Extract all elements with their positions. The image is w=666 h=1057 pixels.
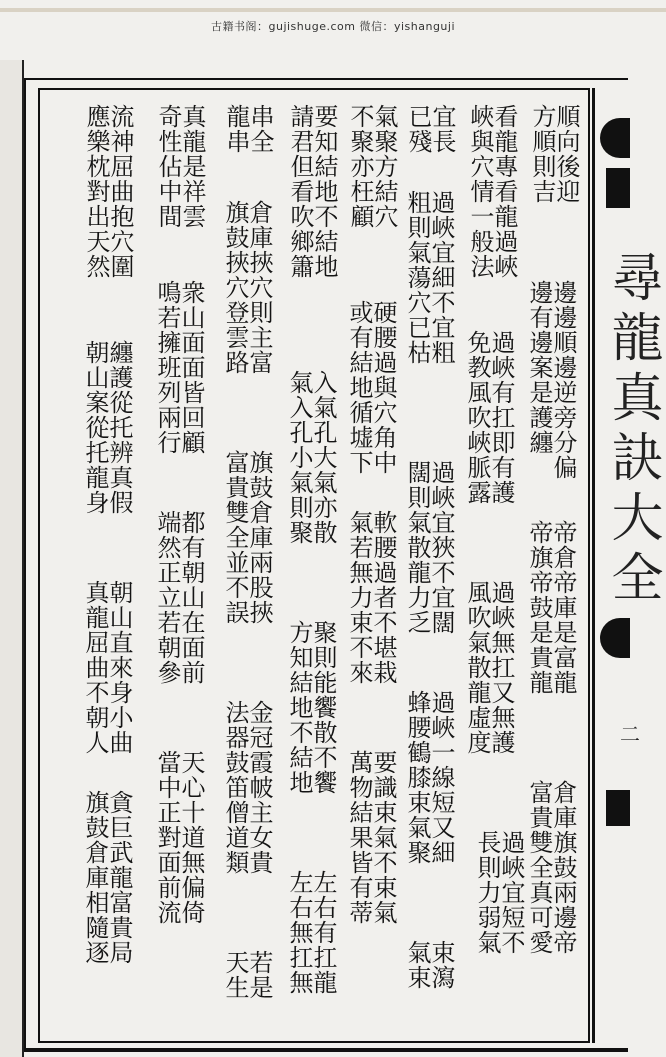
column-6-bottom: 龍串: [222, 104, 250, 154]
rail-black-block-bottom: [606, 790, 630, 826]
column-3: [428, 104, 455, 154]
phrase-c5: 過峽一線短又細: [427, 690, 455, 865]
column-2b: [466, 104, 493, 279]
column-3b: [404, 104, 431, 154]
phrase-a1: 邊邊順邊逆旁分偏: [549, 280, 577, 480]
column-1b: [528, 104, 555, 204]
phrase-g1: 衆山面面皆回顧: [177, 280, 205, 455]
phrase-g4: 端然正立若朝參: [153, 510, 181, 685]
phrase-d3: 軟腰過者不堪栽: [369, 510, 397, 685]
phrase-c8: 長則力弱氣: [473, 830, 501, 955]
column-5-top: 要知結地不結地: [310, 104, 338, 279]
column-5-bottom: 請君但看吹鄉簫: [286, 104, 314, 279]
rail-divider: [592, 88, 595, 1043]
phrase-d2: 或有結地循墟下: [345, 300, 373, 475]
phrase-e2: 氣入孔小氣則聚: [285, 370, 313, 545]
text-frame: [38, 88, 590, 1043]
phrase-c10: 氣束: [403, 940, 431, 990]
bottom-border: [24, 1050, 628, 1052]
column-5b: [286, 104, 313, 279]
column-4b: [346, 104, 373, 229]
phrase-d4: 氣若無力束不來: [345, 510, 373, 685]
column-3-bottom: 已殘: [404, 104, 432, 154]
phrase-e5: 左右有扛龍: [309, 870, 337, 995]
phrase-f1: 倉庫挾穴則主富: [245, 200, 273, 375]
phrase-d1: 硬腰過與穴角中: [369, 300, 397, 475]
rail-black-block-top: [606, 168, 630, 208]
column-5: [310, 104, 337, 279]
phrase-h2: 朝山案從托龍身: [81, 340, 109, 515]
phrase-h3: 朝山直來身小曲: [105, 580, 133, 755]
phrase-d5: 要識束氣不束氣: [369, 750, 397, 925]
phrase-f5: 金冠霞帔主女貴: [245, 700, 273, 875]
book-title: 尋龍真訣大全: [602, 250, 662, 610]
phrase-c1: 過峽宜細不宜粗: [427, 190, 455, 365]
phrase-d6: 萬物結果皆有蒂: [345, 750, 373, 925]
watermark-header: 古籍书阁：gujishuge.com 微信：yishanguji: [210, 20, 456, 33]
column-8-top: 流神屈曲抱穴圍: [106, 104, 134, 279]
phrase-e4: 方知結地不結地: [285, 620, 313, 795]
phrase-a5: 倉庫旗鼓兩邊帝: [549, 780, 577, 955]
column-7b: [154, 104, 181, 229]
book-spine: [0, 60, 24, 1057]
phrase-b3: 過峽無扛又無護: [487, 580, 515, 755]
phrase-b4: 風吹氣散龍虛度: [463, 580, 491, 755]
column-6-top: 串全: [246, 104, 274, 154]
phrase-c3: 過峽宜狹不宜闊: [427, 460, 455, 635]
phrase-f6: 法器鼓笛僧道類: [221, 700, 249, 875]
phrase-h5: 貪巨武龍富貴局: [105, 790, 133, 965]
column-8-bottom: 應樂枕對出天然: [82, 104, 110, 279]
column-1: [552, 104, 579, 204]
column-3-top: 宜長: [428, 104, 456, 154]
column-4-top: 氣聚方結穴: [370, 104, 398, 229]
phrase-h6: 旗鼓倉庫相隨逐: [81, 790, 109, 965]
column-7: [178, 104, 205, 229]
phrase-c4: 闊則氣散龍力乏: [403, 460, 431, 635]
phrase-a6: 富貴雙全真可愛: [525, 780, 553, 955]
column-2-bottom: 峽與穴情一般法: [466, 104, 494, 279]
phrase-c2: 粗則氣蕩穴已枯: [403, 190, 431, 365]
column-7-bottom: 奇性佔中間: [154, 104, 182, 229]
column-7-top: 真龍是祥雲: [178, 104, 206, 229]
phrase-b1: 過峽有扛即有護: [487, 330, 515, 505]
phrase-e3: 聚則能饗散不饗: [309, 620, 337, 795]
phrase-c9: 束瀉: [427, 940, 455, 990]
phrase-a4: 帝旗帝鼓是貴龍: [525, 520, 553, 695]
phrase-f3: 旗鼓倉庫兩股挾: [245, 450, 273, 625]
column-2-top: 看龍專看龍過峽: [490, 104, 518, 279]
page-number-mark: 二: [620, 722, 640, 746]
phrase-a3: 帝倉帝庫是富龍: [549, 520, 577, 695]
phrase-g3: 都有朝山在面前: [177, 510, 205, 685]
phrase-c7: 過峽宜短不: [497, 830, 525, 955]
phrase-b2: 免教風吹峽脈露: [463, 330, 491, 505]
phrase-g5: 天心十道無偏倚: [177, 750, 205, 925]
phrase-f7: 若是: [245, 950, 273, 1000]
phrase-g6: 當中正對面前流: [153, 750, 181, 925]
phrase-e6: 左右無扛無: [285, 870, 313, 995]
phrase-f4: 富貴雙全並不誤: [221, 450, 249, 625]
column-4-bottom: 不聚亦枉顧: [346, 104, 374, 229]
column-4: [370, 104, 397, 229]
column-1-top: 順向後迎: [552, 104, 580, 204]
phrase-h4: 真龍屈曲不朝人: [81, 580, 109, 755]
phrase-f8: 天生: [221, 950, 249, 1000]
phrase-e1: 入氣孔大氣亦散: [309, 370, 337, 545]
phrase-c6: 蜂腰鶴膝束氣聚: [403, 690, 431, 865]
top-rule: [0, 8, 666, 12]
phrase-h1: 纏護從托辨真假: [105, 340, 133, 515]
phrase-a2: 邊有邊案是護纏: [525, 280, 553, 455]
column-2: [490, 104, 517, 279]
column-8: [106, 104, 133, 279]
phrase-g2: 鳴若擁班列兩行: [153, 280, 181, 455]
column-1-bottom: 方順則吉: [528, 104, 556, 204]
phrase-f2: 旗鼓挾穴登雲路: [221, 200, 249, 375]
column-6b: [222, 104, 249, 154]
column-8b: [82, 104, 109, 279]
column-6: [246, 104, 273, 154]
